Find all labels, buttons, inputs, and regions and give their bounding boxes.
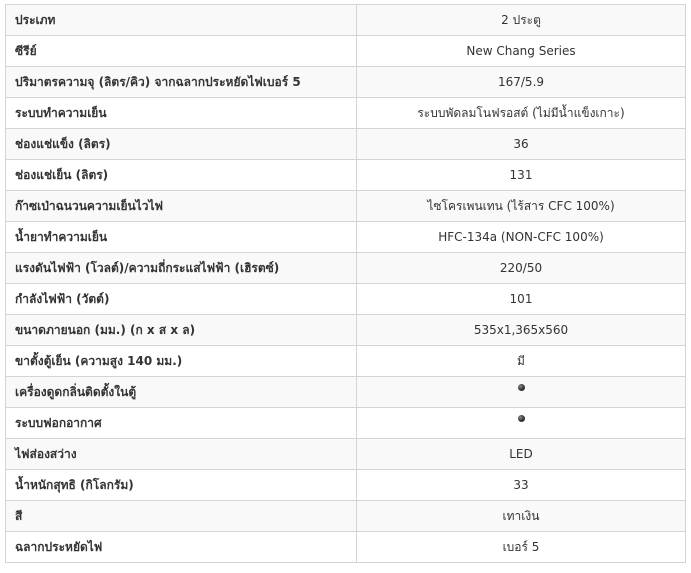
spec-row-deodorizer — [6, 377, 686, 408]
spec-row-cooling-system — [6, 98, 686, 129]
spec-label: น้ำหนักสุทธิ (กิโลกรัม) — [6, 470, 357, 501]
spec-label: ช่องแช่แข็ง (ลิตร) — [6, 129, 357, 160]
spec-value: เทาเงิน — [357, 501, 686, 532]
spec-label: ซีรีย์ — [6, 36, 357, 67]
spec-label: กำลังไฟฟ้า (วัตต์) — [6, 284, 357, 315]
spec-label: ขาตั้งตู้เย็น (ความสูง 140 มม.) — [6, 346, 357, 377]
spec-value — [357, 377, 686, 408]
spec-value: LED — [357, 439, 686, 470]
spec-label: น้ำยาทำความเย็น — [6, 222, 357, 253]
spec-label: ช่องแช่เย็น (ลิตร) — [6, 160, 357, 191]
spec-value: HFC-134a (NON-CFC 100%) — [357, 222, 686, 253]
spec-row-energy-label — [6, 532, 686, 563]
spec-row-voltage — [6, 253, 686, 284]
spec-label: ไฟส่องสว่าง — [6, 439, 357, 470]
spec-value: มี — [357, 346, 686, 377]
bullet-dot-icon — [518, 384, 525, 391]
spec-row-freezer — [6, 129, 686, 160]
spec-value: เบอร์ 5 — [357, 532, 686, 563]
spec-row-refrigerant — [6, 222, 686, 253]
spec-label: ระบบทำความเย็น — [6, 98, 357, 129]
spec-value: ระบบพัดลมโนฟรอสต์ (ไม่มีน้ำแข็งเกาะ) — [357, 98, 686, 129]
spec-value: 220/50 — [357, 253, 686, 284]
spec-value: New Chang Series — [357, 36, 686, 67]
spec-row-fridge — [6, 160, 686, 191]
spec-row-dimensions — [6, 315, 686, 346]
spec-label: สี — [6, 501, 357, 532]
spec-label: ฉลากประหยัดไฟ — [6, 532, 357, 563]
spec-value: 36 — [357, 129, 686, 160]
spec-row-air-purifier — [6, 408, 686, 439]
spec-table — [5, 4, 686, 563]
spec-row-weight — [6, 470, 686, 501]
spec-label: ปริมาตรความจุ (ลิตร/คิว) จากฉลากประหยัดไฟเบอร์ 5 — [6, 67, 357, 98]
spec-label: ก๊าซเป่าฉนวนความเย็นไวไฟ — [6, 191, 357, 222]
spec-label: เครื่องดูดกลิ่นติดตั้งในตู้ — [6, 377, 357, 408]
spec-label: ประเภท — [6, 5, 357, 36]
spec-label: แรงดันไฟฟ้า (โวลต์)/ความถี่กระแสไฟฟ้า (เฮิรตซ์) — [6, 253, 357, 284]
spec-value: 33 — [357, 470, 686, 501]
spec-value: 2 ประตู — [357, 5, 686, 36]
spec-value: 167/5.9 — [357, 67, 686, 98]
spec-value: 131 — [357, 160, 686, 191]
spec-row-power — [6, 284, 686, 315]
spec-value — [357, 408, 686, 439]
spec-row-lighting — [6, 439, 686, 470]
spec-value: ไซโครเพนเทน (ไร้สาร CFC 100%) — [357, 191, 686, 222]
spec-value: 535x1,365x560 — [357, 315, 686, 346]
spec-label: ขนาดภายนอก (มม.) (ก x ส x ล) — [6, 315, 357, 346]
spec-value: 101 — [357, 284, 686, 315]
spec-row-color — [6, 501, 686, 532]
spec-row-stand — [6, 346, 686, 377]
bullet-dot-icon — [518, 415, 525, 422]
spec-row-type — [6, 5, 686, 36]
spec-row-series — [6, 36, 686, 67]
spec-label: ระบบฟอกอากาศ — [6, 408, 357, 439]
spec-row-insulation-gas — [6, 191, 686, 222]
spec-row-capacity — [6, 67, 686, 98]
